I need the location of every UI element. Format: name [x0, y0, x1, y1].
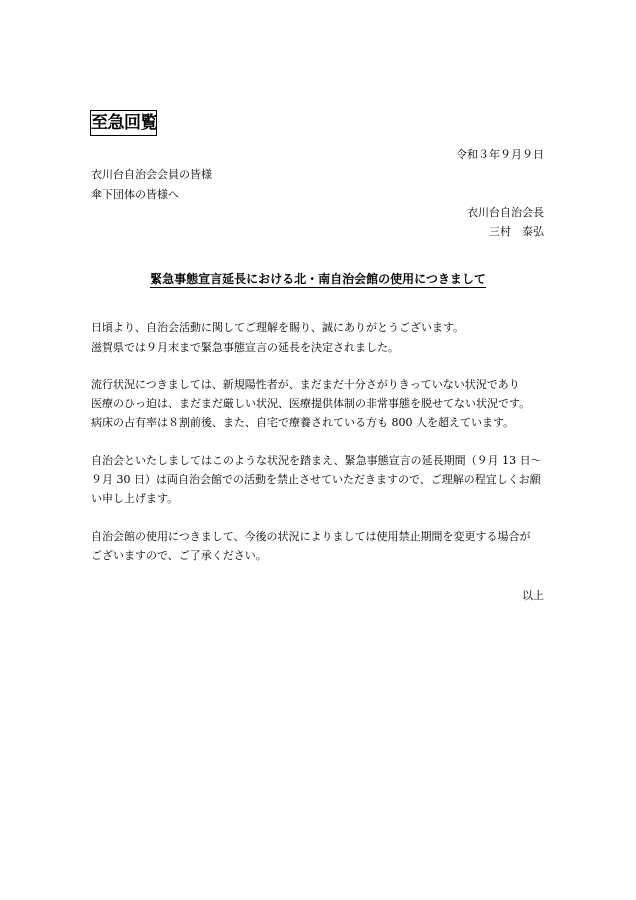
- body-paragraph-1-line-2: 滋賀県では９月末まで緊急事態宣言の延長を決定されました。: [91, 341, 399, 354]
- urgent-circular-stamp: 至急回覧: [90, 110, 157, 136]
- body-paragraph-3-line-2: ９月 30 日）は両自治会館での活動を禁止させていただきますので、ご理解の程宜しくお願: [91, 473, 541, 486]
- closing-remark: 以上: [522, 589, 544, 602]
- sender-name: 三村 泰弘: [489, 225, 544, 238]
- sender-organization: 衣川台自治会長: [467, 206, 544, 219]
- document-title-text: 緊急事態宣言延長における北・南自治会館の使用につきまして: [150, 272, 486, 286]
- recipient-line-1: 衣川台自治会会員の皆様: [91, 168, 212, 181]
- document-title: [0, 271, 636, 287]
- body-paragraph-1-line-1: 日頃より、自治会活動に関してご理解を賜り、誠にありがとうございます。: [91, 321, 465, 334]
- body-paragraph-4-line-1: 自治会館の使用につきまして、今後の状況によりましては使用禁止期間を変更する場合が: [91, 530, 531, 543]
- body-paragraph-2-line-2: 医療のひっ迫は、まだまだ厳しい状況、医療提供体制の非常事態を脱せてない状況です。: [91, 397, 531, 410]
- body-paragraph-3-line-3: い申し上げます。: [91, 492, 179, 505]
- recipient-line-2: 傘下団体の皆様へ: [91, 188, 179, 201]
- body-paragraph-2-line-3: 病床の占有率は８割前後、また、自宅で療養されている方も 800 人を超えています。: [91, 416, 515, 429]
- body-paragraph-4-line-2: ございますので、ご了承ください。: [91, 549, 267, 562]
- document-date: 令和３年９月９日: [456, 148, 544, 161]
- body-paragraph-2-line-1: 流行状況につきましては、新規陽性者が、まだまだ十分さがりきっていない状況であり: [91, 378, 520, 391]
- body-paragraph-3-line-1: 自治会といたしましてはこのような状況を踏まえ、緊急事態宣言の延長期間（９月 13 日～: [91, 454, 542, 467]
